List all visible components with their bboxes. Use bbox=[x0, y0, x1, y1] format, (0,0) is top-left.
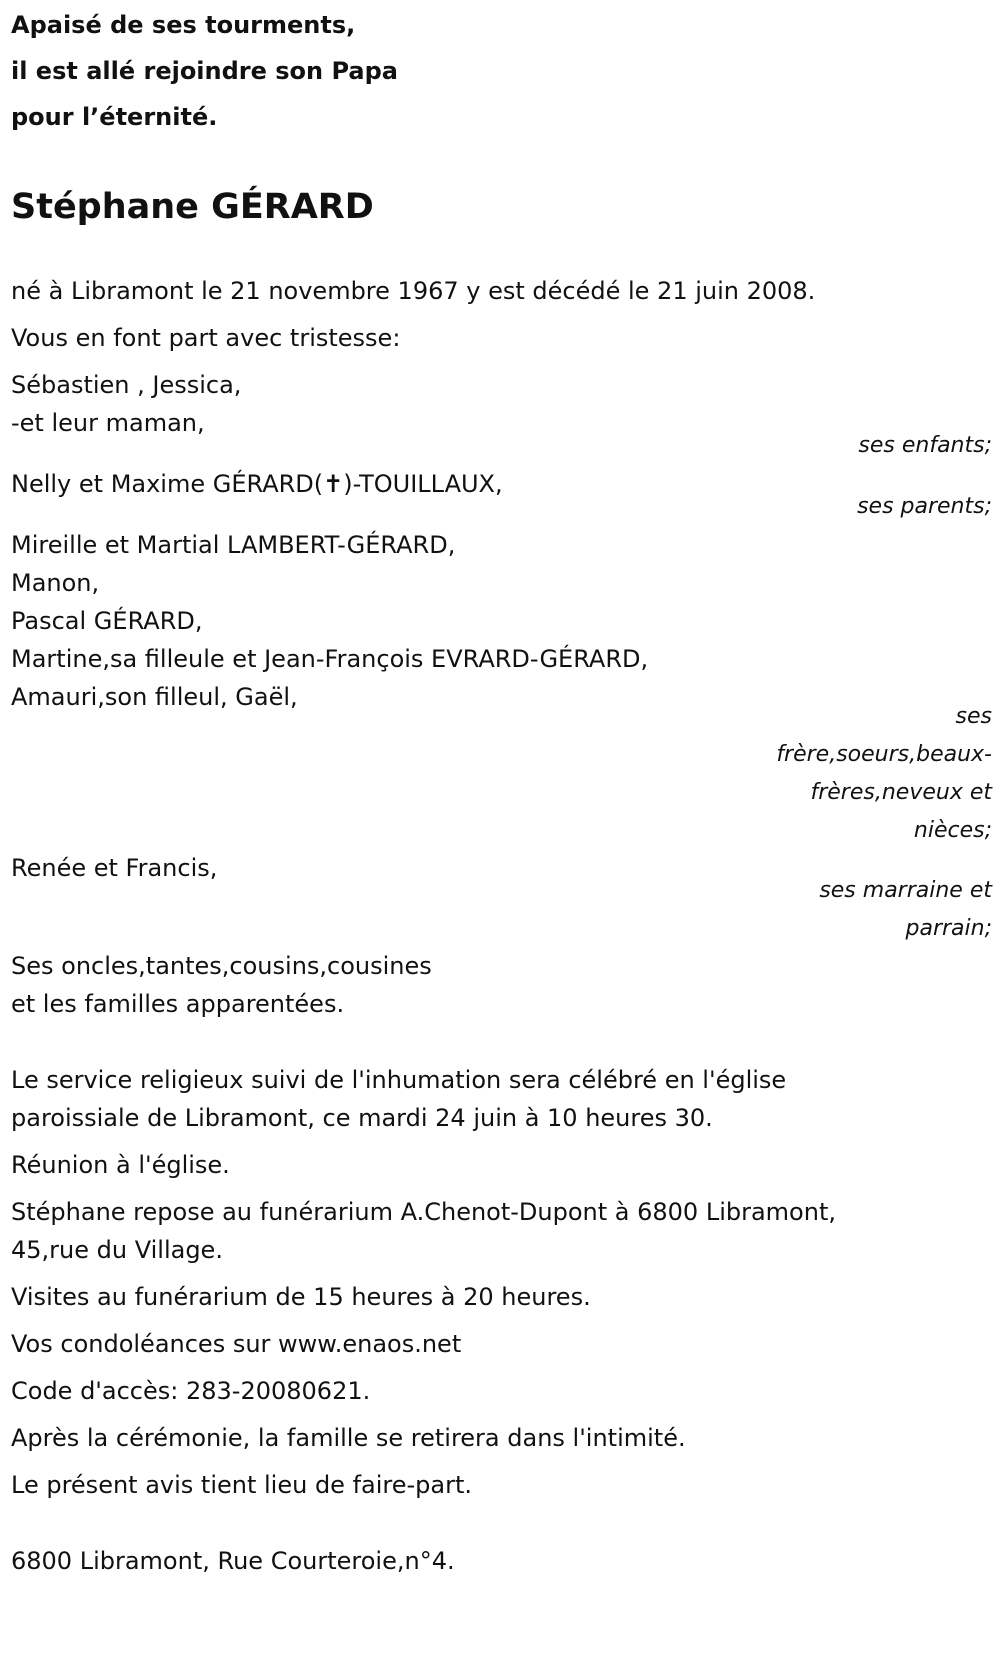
godparents-relation-1: ses marraine et bbox=[819, 878, 992, 903]
after-ceremony-line: Après la cérémonie, la famille se retirera dans l'intimité. bbox=[11, 1424, 686, 1452]
condolences-line: Vos condoléances sur www.enaos.net bbox=[11, 1330, 462, 1358]
meeting-line: Réunion à l'église. bbox=[11, 1151, 230, 1179]
access-code-line: Code d'accès: 283-20080621. bbox=[11, 1377, 371, 1405]
godparents-relation-2: parrain; bbox=[905, 916, 992, 941]
siblings-line-1: Mireille et Martial LAMBERT-GÉRARD, bbox=[11, 531, 456, 559]
birth-death-line: né à Libramont le 21 novembre 1967 y est décédé le 21 juin 2008. bbox=[11, 277, 816, 305]
godparents-line: Renée et Francis, bbox=[11, 854, 218, 882]
rest-line-2: 45,rue du Village. bbox=[11, 1236, 223, 1264]
siblings-line-3: Pascal GÉRARD, bbox=[11, 607, 203, 635]
siblings-line-2: Manon, bbox=[11, 569, 100, 597]
siblings-relation-3: frères,neveux et bbox=[810, 780, 992, 805]
siblings-line-4: Martine,sa filleule et Jean-François EVRARD-GÉRARD, bbox=[11, 645, 649, 673]
siblings-relation-1: ses bbox=[955, 704, 992, 729]
deceased-name: Stéphane GÉRARD bbox=[11, 187, 374, 227]
epigraph-line-2: il est allé rejoindre son Papa bbox=[11, 57, 398, 85]
children-line-1: Sébastien , Jessica, bbox=[11, 371, 242, 399]
service-line-2: paroissiale de Libramont, ce mardi 24 juin à 10 heures 30. bbox=[11, 1104, 713, 1132]
siblings-relation-4: nièces; bbox=[913, 818, 992, 843]
parents-line: Nelly et Maxime GÉRARD(✝)-TOUILLAUX, bbox=[11, 470, 503, 498]
intro-line: Vous en font part avec tristesse: bbox=[11, 324, 401, 352]
visits-line: Visites au funérarium de 15 heures à 20 heures. bbox=[11, 1283, 591, 1311]
service-line-1: Le service religieux suivi de l'inhumation sera célébré en l'église bbox=[11, 1066, 787, 1094]
children-relation: ses enfants; bbox=[858, 433, 992, 458]
others-line-1: Ses oncles,tantes,cousins,cousines bbox=[11, 952, 432, 980]
parents-relation: ses parents; bbox=[857, 494, 992, 519]
notice-line: Le présent avis tient lieu de faire-part. bbox=[11, 1471, 473, 1499]
siblings-relation-2: frère,soeurs,beaux- bbox=[776, 742, 992, 767]
rest-line-1: Stéphane repose au funérarium A.Chenot-Dupont à 6800 Libramont, bbox=[11, 1198, 836, 1226]
epigraph-line-3: pour l’éternité. bbox=[11, 103, 218, 131]
epigraph-line-1: Apaisé de ses tourments, bbox=[11, 11, 356, 39]
address-line: 6800 Libramont, Rue Courteroie,n°4. bbox=[11, 1547, 455, 1575]
others-line-2: et les familles apparentées. bbox=[11, 990, 345, 1018]
children-line-2: -et leur maman, bbox=[11, 409, 205, 437]
siblings-line-5: Amauri,son filleul, Gaël, bbox=[11, 683, 298, 711]
